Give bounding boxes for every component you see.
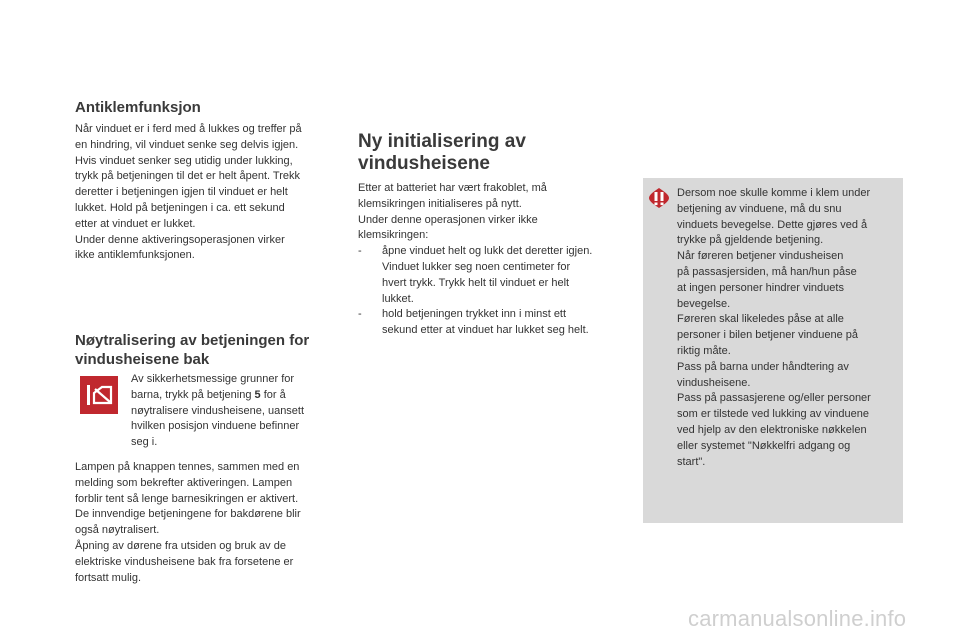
- warning-box: [643, 178, 903, 523]
- text-line: hvert trykk. Trykk helt til vinduet er helt: [382, 276, 570, 289]
- text-line: deretter i betjeningen igjen til vinduet er helt: [75, 186, 288, 199]
- text-line: vindusheisene.: [677, 376, 751, 389]
- text-line: elektriske vindusheisene bak fra forsetene er: [75, 555, 294, 568]
- text-line: vinduets bevegelse. Dette gjøres ved å: [677, 218, 868, 231]
- text-line: eller systemet "Nøkkelfri adgang og: [677, 439, 851, 452]
- text-line: trykk på betjeningen til det er helt åpent. Trekk: [75, 170, 301, 183]
- text-line: en hindring, vil vinduet senke seg delvis igjen.: [75, 138, 299, 151]
- section-title-line: vindusheisene: [358, 153, 490, 174]
- watermark-link[interactable]: carmanualsonline.info: [688, 606, 907, 631]
- list-item: [358, 307, 628, 339]
- text-line: Lampen på knappen tennes, sammen med en: [75, 461, 300, 473]
- text-line: betjening av vinduene, må du snu: [677, 202, 842, 215]
- section-title-line: vindusheisene bak: [75, 351, 210, 368]
- warning-exclamation-icon: [647, 186, 671, 210]
- section-icon-text: [131, 372, 341, 451]
- text-line: Dersom noe skulle komme i klem under: [677, 187, 871, 199]
- text-line: hvilken posisjon vinduene befinner: [131, 420, 300, 433]
- text-line: nøytralisere vindusheisene, uansett: [131, 404, 305, 417]
- section-body-antiklem: [75, 122, 340, 264]
- text-line: Føreren skal likeledes påse at alle: [677, 313, 844, 326]
- section-title-antiklem: Antiklemfunksjon: [75, 99, 201, 116]
- text-line: Vinduet lukker seg noen centimeter for: [382, 260, 571, 273]
- section-body-initialisering: [358, 181, 628, 339]
- warning-text: [677, 186, 899, 470]
- text-line: seg i.: [131, 436, 158, 449]
- text-line: fortsatt mulig.: [75, 571, 142, 584]
- text-line: riktig måte.: [677, 344, 731, 357]
- text-line: åpne vinduet helt og lukk det deretter igjen.: [382, 245, 593, 258]
- list-dash: -: [358, 245, 362, 258]
- text-line: sekund etter at vinduet har lukket seg helt.: [382, 324, 589, 337]
- text-line: Av sikkerhetsmessige grunner for: [131, 373, 295, 385]
- text-line: barna, trykk på betjening 5 for å: [131, 388, 286, 401]
- text-line: også nøytralisert.: [75, 524, 160, 537]
- text-line: som er tilstede ved lukking av vinduene: [677, 408, 869, 421]
- text-line: melding som bekrefter aktiveringen. Lampen: [75, 476, 293, 489]
- text-line: trykke på gjeldende betjening.: [677, 234, 824, 247]
- text-line: at ingen personer hindrer vinduets: [677, 281, 844, 294]
- text-line: lukket. Hold på betjeningen i ca. ett sekund: [75, 201, 285, 214]
- text-line: klemsikringen:: [358, 229, 429, 242]
- list-item: [358, 244, 628, 307]
- text-line: Pass på passasjerene og/eller personer: [677, 392, 871, 405]
- text-line: start".: [677, 455, 706, 468]
- text-line: etter at vinduet er lukket.: [75, 217, 196, 230]
- text-line: ved hjelp av den elektroniske nøkkelen: [677, 423, 867, 436]
- text-line: Under denne operasjonen virker ikke: [358, 213, 538, 226]
- child-lock-window-icon: [80, 376, 118, 414]
- text-line: forblir tent så lenge barnesikringen er aktivert.: [75, 492, 299, 505]
- text-line: klemsikringen initialiseres på nytt.: [358, 197, 522, 210]
- text-line: hold betjeningen trykket inn i minst ett: [382, 308, 567, 321]
- text-line: Hvis vinduet senker seg utidig under lukking,: [75, 154, 293, 167]
- text-line: lukket.: [382, 292, 414, 305]
- section-title-noytralisering: [75, 331, 345, 369]
- section-title-line: Nøytralisering av betjeningen for: [75, 332, 310, 349]
- text-line: personer i bilen betjener vinduene på: [677, 329, 859, 342]
- section-title-initialisering: [358, 131, 628, 175]
- text-line: Under denne aktiveringsoperasjonen virker: [75, 233, 285, 246]
- text-line: på passasjersiden, må han/hun påse: [677, 265, 857, 278]
- text-line: De innvendige betjeningene for bakdørene blir: [75, 508, 301, 521]
- text-line: Når vinduet er i ferd med å lukkes og treffer på: [75, 123, 302, 135]
- text-line: Åpning av dørene fra utsiden og bruk av de: [75, 539, 286, 552]
- control-number: 5: [254, 388, 261, 401]
- section-title-line: Ny initialisering av: [358, 131, 526, 152]
- section-body-noytralisering: [75, 460, 345, 586]
- text-line: bevegelse.: [677, 297, 731, 310]
- text-line: Når føreren betjener vindusheisen: [677, 250, 844, 263]
- text-line: Etter at batteriet har vært frakoblet, må: [358, 182, 547, 194]
- text-line: Pass på barna under håndtering av: [677, 360, 849, 373]
- list-dash: -: [358, 308, 362, 321]
- text-line: ikke antiklemfunksjonen.: [75, 249, 195, 262]
